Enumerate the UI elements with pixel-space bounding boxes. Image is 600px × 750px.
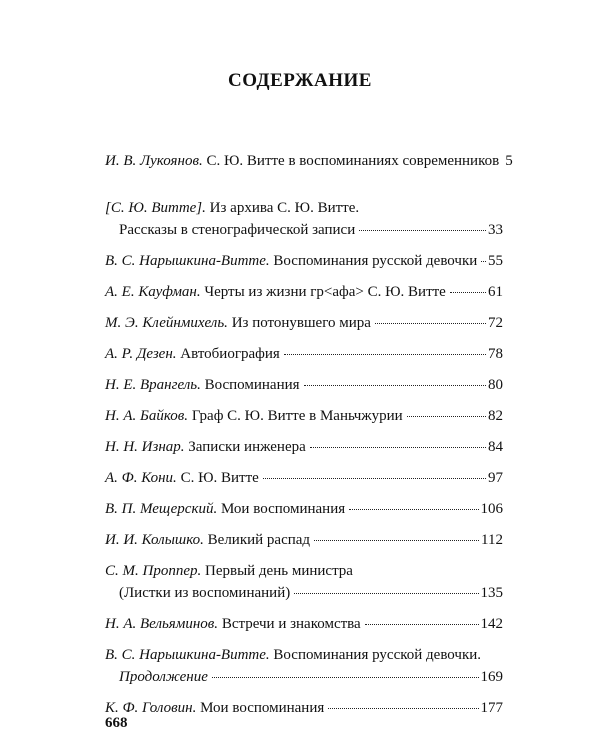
toc-author: М. Э. Клейнмихель. (105, 315, 228, 331)
toc-line (105, 436, 503, 458)
toc-page-number: 177 (480, 700, 503, 716)
toc-work-title: (Листки из воспоминаний) (119, 585, 291, 601)
toc-work-title: С. Ю. Витте (180, 470, 259, 486)
toc-entry (105, 529, 503, 551)
toc-author: Н. Н. Изнар. (105, 439, 185, 455)
toc-work-title: С. Ю. Витте в воспоминаниях современников (206, 153, 500, 169)
toc-entry (105, 150, 513, 172)
toc-author: И. В. Лукоянов. (105, 153, 203, 169)
toc-entry (105, 250, 503, 272)
dot-leader (310, 433, 486, 448)
toc-line-continuation (105, 219, 503, 241)
toc-entry (105, 613, 503, 635)
toc-entry (105, 467, 503, 489)
dot-leader (365, 610, 479, 625)
toc-page-number: 97 (488, 470, 503, 486)
toc-line (105, 529, 503, 551)
toc-line (105, 281, 503, 303)
toc-line (105, 150, 513, 172)
dot-leader (450, 278, 486, 293)
toc-author: И. И. Колышко. (105, 532, 204, 548)
toc-entry (105, 644, 503, 688)
toc-page-number: 84 (488, 439, 503, 455)
toc-work-title: Мои воспоминания (220, 501, 346, 517)
toc-line (105, 374, 503, 396)
toc-page-number: 55 (488, 253, 503, 269)
toc-entry (105, 560, 503, 604)
toc-line (105, 613, 503, 635)
toc-page-number: 169 (480, 669, 503, 685)
dot-leader (328, 694, 478, 709)
toc-author: С. М. Проппер. (105, 563, 202, 579)
dot-leader (263, 464, 486, 479)
dot-leader (284, 340, 486, 355)
dot-leader (481, 247, 486, 262)
toc-work-title: Великий распад (207, 532, 311, 548)
toc-entry (105, 374, 503, 396)
toc-author: Н. Е. Врангель. (105, 377, 201, 393)
toc-line (105, 498, 503, 520)
toc-work-title: Рассказы в стенографической записи (119, 222, 356, 238)
toc-line (105, 405, 503, 427)
toc-line (105, 312, 503, 334)
toc-entry (105, 343, 503, 365)
toc-author: А. Ф. Кони. (105, 470, 177, 486)
toc-work-title: Из потонувшего мира (231, 315, 371, 331)
toc-author: А. Е. Кауфман. (105, 284, 201, 300)
toc-work-title: Воспоминания (204, 377, 300, 393)
dot-leader (314, 526, 479, 541)
toc-page-number: 72 (488, 315, 503, 331)
toc-page-number: 33 (488, 222, 503, 238)
toc-page-number: 142 (480, 616, 503, 632)
toc-work-title: Черты из жизни гр<афа> С. Ю. Витте (204, 284, 446, 300)
toc-author: А. Р. Дезен. (105, 346, 177, 362)
toc-work-title: Воспоминания русской девочки. (273, 647, 482, 663)
toc-entry (105, 197, 503, 241)
toc-page-number: 78 (488, 346, 503, 362)
dot-leader (375, 309, 486, 324)
table-of-contents (105, 150, 513, 719)
toc-author: В. С. Нарышкина-Витте. (105, 647, 270, 663)
toc-work-title: Первый день министра (205, 563, 353, 579)
dot-leader (212, 663, 479, 678)
toc-line-continuation (105, 666, 503, 688)
toc-page-number: 61 (488, 284, 503, 300)
toc-line (105, 697, 503, 719)
toc-entry (105, 281, 503, 303)
toc-page-number: 80 (488, 377, 503, 393)
dot-leader (407, 402, 486, 417)
toc-work-title: Встречи и знакомства (221, 616, 361, 632)
toc-author: [С. Ю. Витте]. (105, 200, 206, 216)
toc-author: К. Ф. Головин. (105, 700, 197, 716)
toc-page-number: 106 (480, 501, 503, 517)
dot-leader (304, 371, 486, 386)
toc-page-number: 112 (481, 532, 503, 548)
toc-line (105, 250, 503, 272)
toc-line-continuation (105, 582, 503, 604)
toc-entry (105, 405, 503, 427)
toc-work-title: Продолжение (119, 669, 208, 685)
toc-work-title: Воспоминания русской девочки (273, 253, 478, 269)
toc-work-title: Из архива С. Ю. Витте. (209, 200, 360, 216)
page-number: 668 (105, 715, 128, 731)
toc-author: В. С. Нарышкина-Витте. (105, 253, 270, 269)
toc-author: В. П. Мещерский. (105, 501, 218, 517)
dot-leader (349, 495, 478, 510)
toc-page-number: 135 (480, 585, 503, 601)
toc-work-title: Записки инженера (188, 439, 306, 455)
toc-entry (105, 436, 503, 458)
toc-work-title: Автобиография (180, 346, 280, 362)
toc-entry (105, 697, 503, 719)
toc-author: Н. А. Байков. (105, 408, 189, 424)
toc-entry (105, 498, 503, 520)
toc-page-number: 82 (488, 408, 503, 424)
toc-page-number: 5 (505, 153, 513, 169)
toc-work-title: Мои воспоминания (200, 700, 325, 716)
page-title: СОДЕРЖАНИЕ (228, 70, 372, 91)
toc-line (105, 467, 503, 489)
toc-entry (105, 312, 503, 334)
dot-leader (294, 579, 478, 594)
dot-leader (359, 216, 486, 231)
toc-author: Н. А. Вельяминов. (105, 616, 219, 632)
toc-line (105, 343, 503, 365)
toc-work-title: Граф С. Ю. Витте в Маньчжурии (191, 408, 403, 424)
